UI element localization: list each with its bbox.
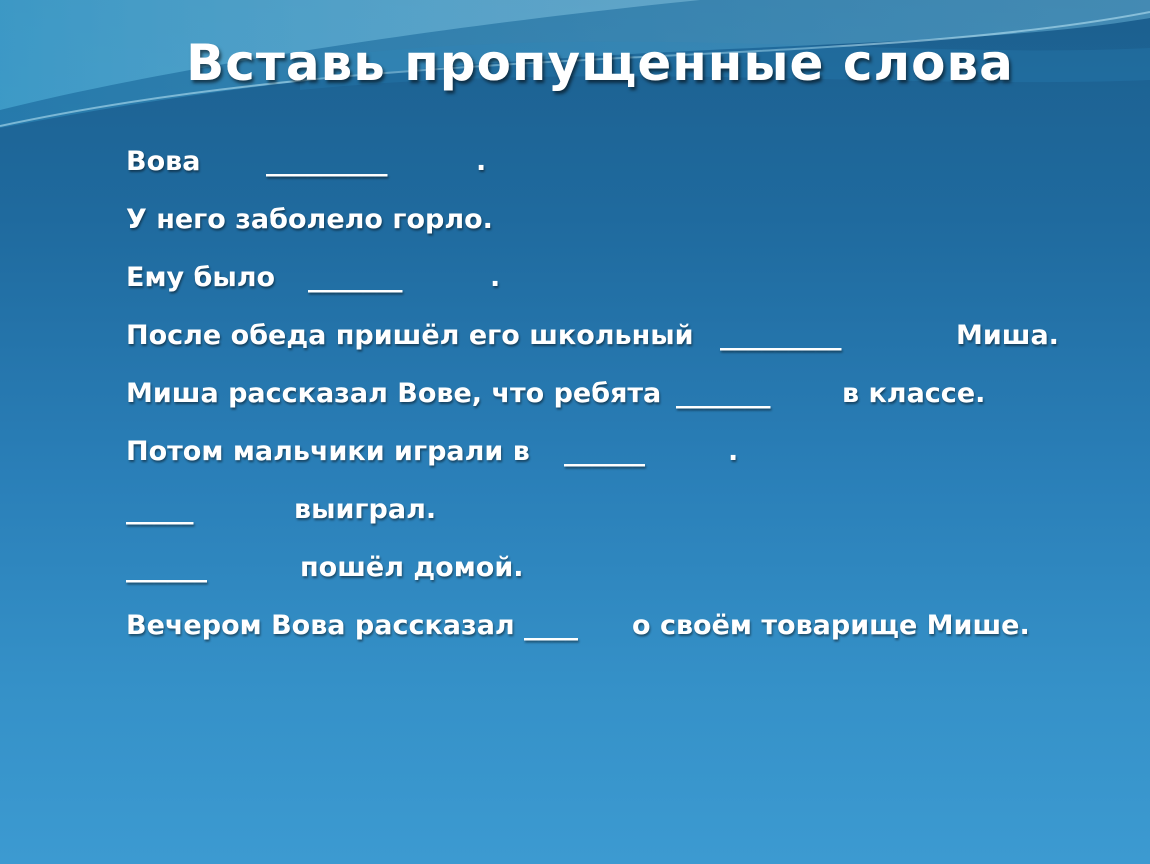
sentence-text: .	[728, 436, 739, 467]
sentence-text: выиграл.	[294, 494, 437, 525]
sentence-text: Вова	[126, 146, 201, 177]
blank: _______	[308, 262, 403, 293]
sentence-text: .	[490, 262, 501, 293]
sentence-text: Миша.	[956, 320, 1059, 351]
sentence-text: У него заболело горло.	[126, 204, 493, 235]
blank: ____	[524, 610, 578, 641]
blank: _____	[126, 494, 194, 525]
blank: _______	[676, 378, 771, 409]
sentence-text: Потом мальчики играли в	[126, 436, 530, 467]
blank: ______	[564, 436, 645, 467]
sentence-text: Вечером Вова рассказал	[126, 610, 515, 641]
sentence-9	[126, 610, 1030, 765]
sentence-text: .	[476, 146, 487, 177]
blank: _________	[266, 146, 388, 177]
slide-title: Вставь пропущенные слова	[186, 34, 1014, 92]
sentence-text: Миша рассказал Вове, что ребята	[126, 378, 662, 409]
sentence-text: Ему было	[126, 262, 276, 293]
blank: _________	[720, 320, 842, 351]
blank: ______	[126, 552, 207, 583]
sentence-text: пошёл домой.	[300, 552, 524, 583]
sentence-text: После обеда пришёл его школьный	[126, 320, 694, 351]
sentence-text: в классе.	[842, 378, 986, 409]
sentence-text: о своём товарище Мише.	[632, 610, 1030, 641]
